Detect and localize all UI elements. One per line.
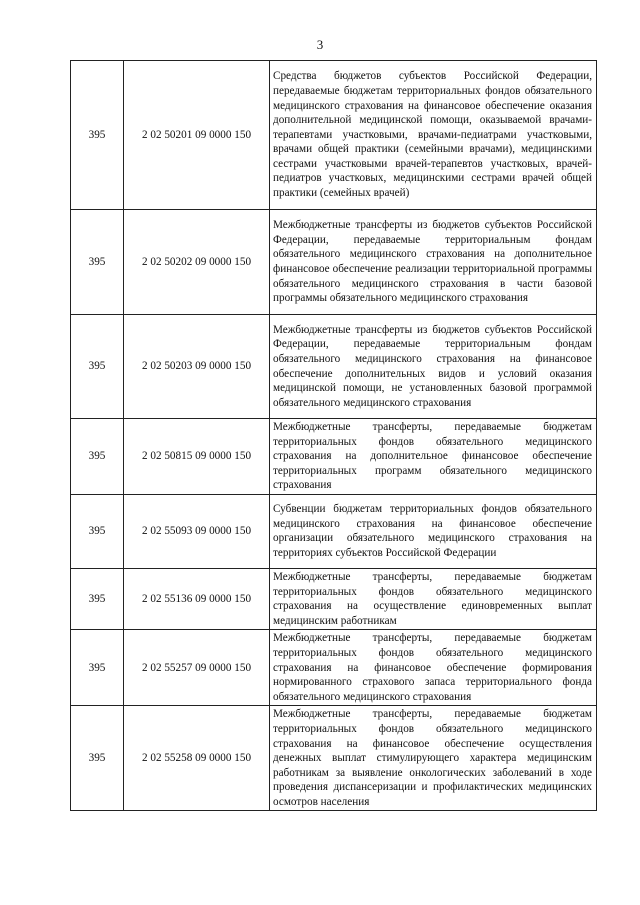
budget-code-cell: 2 02 55258 09 0000 150 <box>124 706 270 811</box>
budget-code-cell: 2 02 55257 09 0000 150 <box>124 630 270 706</box>
table-row <box>71 210 597 315</box>
table-row <box>71 419 597 495</box>
admin-code-cell: 395 <box>71 315 124 419</box>
description-cell: Межбюджетные трансферты из бюджетов субъектов Российской Федерации, передаваемые территориальным фондам обязательного медицинского страхования на финансовое обеспечение дополнительных видов и условий оказания медицинской помощи, не установленных базовой программой обязательного медицинского страхования <box>270 315 597 419</box>
table-row <box>71 315 597 419</box>
budget-code-cell: 2 02 50202 09 0000 150 <box>124 210 270 315</box>
budget-code-cell: 2 02 50203 09 0000 150 <box>124 315 270 419</box>
admin-code-cell: 395 <box>71 568 124 629</box>
admin-code-cell: 395 <box>71 210 124 315</box>
table-row <box>71 706 597 811</box>
description-cell: Межбюджетные трансферты, передаваемые бюджетам территориальных фондов обязательного медицинского страхования на финансовое обеспечение формирования нормированного страхового запаса территориального фонда обязательного медицинского страхования <box>270 630 597 706</box>
description-cell: Средства бюджетов субъектов Российской Федерации, передаваемые бюджетам территориальных фондов обязательного медицинского страхования на финансовое обеспечение оказания дополнительной медицинской помощи, оказываемой врачами-терапевтами участковыми, врачами-педиатрами участковыми, врачами общей практики (семейными врачами), медицинскими сестрами участковыми врачей-терапевтов участковых, врачей-педиатров участковых, медицинскими сестрами врачей общей практики (семейных врачей) <box>270 61 597 210</box>
table-row <box>71 630 597 706</box>
description-cell: Межбюджетные трансферты, передаваемые бюджетам территориальных фондов обязательного медицинского страхования на финансовое обеспечение осуществления денежных выплат стимулирующего характера медицинским работникам за выявление онкологических заболеваний в ходе проведения диспансеризации и профилактических медицинских осмотров населения <box>270 706 597 811</box>
budget-code-cell: 2 02 55136 09 0000 150 <box>124 568 270 629</box>
description-cell: Субвенции бюджетам территориальных фондов обязательного медицинского страхования на финансовое обеспечение организации обязательного медицинского страхования на территориях субъектов Российской Федерации <box>270 494 597 568</box>
description-cell: Межбюджетные трансферты, передаваемые бюджетам территориальных фондов обязательного медицинского страхования на дополнительное финансовое обеспечение территориальных программ обязательного медицинского страхования <box>270 419 597 495</box>
budget-code-cell: 2 02 50201 09 0000 150 <box>124 61 270 210</box>
admin-code-cell: 395 <box>71 419 124 495</box>
budget-code-cell: 2 02 50815 09 0000 150 <box>124 419 270 495</box>
admin-code-cell: 395 <box>71 630 124 706</box>
page-number: 3 <box>316 37 324 52</box>
table-row <box>71 61 597 210</box>
admin-code-cell: 395 <box>71 61 124 210</box>
table-row <box>71 568 597 629</box>
table-row <box>71 494 597 568</box>
admin-code-cell: 395 <box>71 706 124 811</box>
budget-code-cell: 2 02 55093 09 0000 150 <box>124 494 270 568</box>
description-cell: Межбюджетные трансферты из бюджетов субъектов Российской Федерации, передаваемые территориальным фондам обязательного медицинского страхования на дополнительное финансовое обеспечение реализации территориальной программы обязательного медицинского страхования в части базовой программы обязательного медицинского страхования <box>270 210 597 315</box>
description-cell: Межбюджетные трансферты, передаваемые бюджетам территориальных фондов обязательного медицинского страхования на осуществление единовременных выплат медицинским работникам <box>270 568 597 629</box>
budget-classification-table <box>70 60 597 811</box>
admin-code-cell: 395 <box>71 494 124 568</box>
